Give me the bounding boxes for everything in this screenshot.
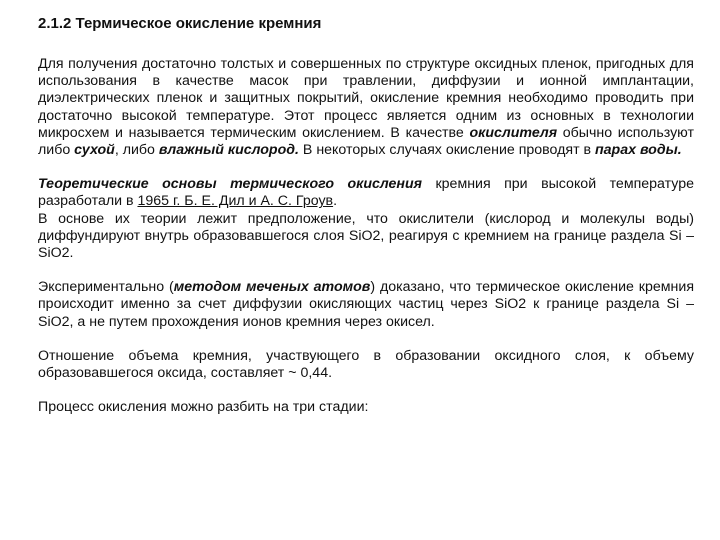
deal-grove-reference: 1965 г. Б. Е. Дил и А. С. Гроув bbox=[137, 193, 334, 210]
paragraph-intro bbox=[38, 56, 694, 159]
term-dry: сухой bbox=[74, 142, 115, 159]
term-wet-oxygen: влажный кислород. bbox=[158, 142, 299, 159]
intro-text-3: , либо bbox=[114, 142, 159, 159]
theory-text-1: кремния при высокой температуре разработали в bbox=[38, 176, 694, 210]
term-tracer-method: методом меченых атомов bbox=[173, 279, 371, 296]
intro-text-4: В некоторых случаях окисление проводят в bbox=[298, 142, 595, 159]
paragraph-stages bbox=[38, 399, 694, 416]
section-heading: 2.1.2 Термическое окисление кремния bbox=[38, 15, 322, 32]
paragraph-assumption bbox=[38, 211, 694, 263]
intro-text-2: обычно используют либо bbox=[38, 124, 694, 159]
assumption-text: В основе их теории лежит предположение, что окислители (кислород и молекулы воды) диффундируют внутрь образовавшегося слоя SiO2, реагируя с кремнием на границе раздела Si – SiO2. bbox=[38, 210, 694, 262]
intro-text-1: Для получения достаточно толстых и совершенных по структуре оксидных пленок, пригодных для использования в качестве масок при травлении, диффузии и ионной имплантации, диэлектрических пленок и защитных покрытий, окисление кремния необходимо проводить при достаточно высокой температуре. Этот процесс является одним из основных в технологии микросхем и называется термическим окислением. В качестве bbox=[38, 56, 694, 141]
term-theory: Теоретические основы термического окисления bbox=[38, 176, 422, 193]
term-oxidizer: окислителя bbox=[469, 124, 558, 141]
volume-ratio-text: Отношение объема кремния, участвующего в образовании оксидного слоя, к объему образовавшегося оксида, составляет ~ 0,44. bbox=[38, 347, 694, 382]
paragraph-theory bbox=[38, 176, 694, 210]
term-water-vapor: парах воды. bbox=[595, 142, 682, 159]
experiment-text-1: Экспериментально ( bbox=[38, 279, 174, 296]
paragraph-volume-ratio bbox=[38, 348, 694, 382]
stages-text: Процесс окисления можно разбить на три стадии: bbox=[38, 399, 369, 416]
experiment-text-2: ) доказано, что термическое окисление кремния происходит именно за счет диффузии окисляющих частиц через SiO2 к границе раздела Si – SiO2, а не путем прохождения ионов кремния через окисел. bbox=[38, 279, 694, 330]
theory-text-2: . bbox=[333, 193, 338, 210]
paragraph-experiment bbox=[38, 279, 694, 331]
